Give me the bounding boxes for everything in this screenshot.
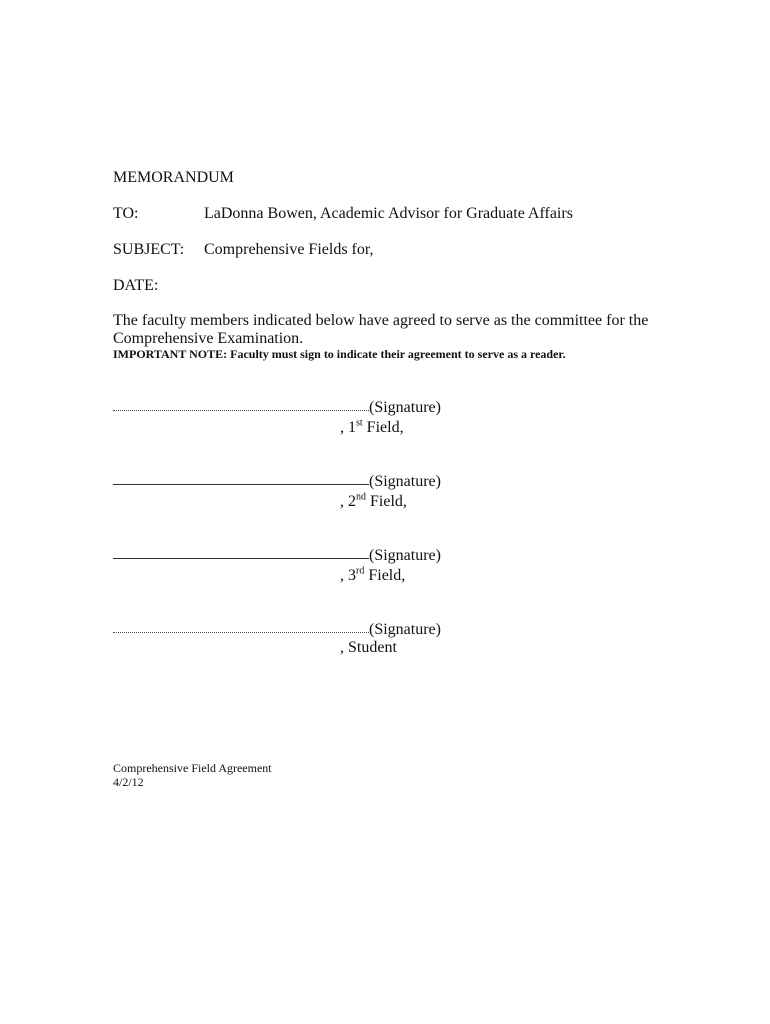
signature-label-4: (Signature) bbox=[369, 621, 441, 638]
role-1st-field bbox=[340, 418, 404, 437]
subject-value: Comprehensive Fields for, bbox=[204, 241, 374, 258]
subject-label: SUBJECT: bbox=[113, 241, 185, 258]
to-label: TO: bbox=[113, 205, 139, 222]
body-paragraph-line2: Comprehensive Examination. bbox=[113, 330, 304, 347]
role-prefix: , 2 bbox=[340, 493, 356, 510]
signature-line-student[interactable] bbox=[113, 632, 369, 633]
signature-line-1st-field[interactable] bbox=[113, 410, 369, 411]
role-2nd-field bbox=[340, 492, 407, 511]
footer-version-date: 4/2/12 bbox=[113, 775, 144, 789]
signature-line-3rd-field[interactable] bbox=[113, 558, 369, 559]
signature-label-2: (Signature) bbox=[369, 473, 441, 490]
role-student bbox=[340, 638, 397, 657]
role-ordinal-suffix: nd bbox=[356, 491, 366, 503]
role-ordinal-suffix: rd bbox=[356, 565, 365, 577]
role-prefix: , 1 bbox=[340, 419, 356, 436]
to-value: LaDonna Bowen, Academic Advisor for Graduate Affairs bbox=[204, 205, 573, 222]
footer-form-name: Comprehensive Field Agreement bbox=[113, 761, 272, 775]
body-paragraph-line1: The faculty members indicated below have agreed to serve as the committee for the bbox=[113, 312, 649, 329]
role-ordinal-suffix: st bbox=[356, 417, 363, 429]
memo-heading: MEMORANDUM bbox=[113, 169, 234, 186]
date-label: DATE: bbox=[113, 277, 159, 294]
signature-label-3: (Signature) bbox=[369, 547, 441, 564]
signature-line-2nd-field[interactable] bbox=[113, 484, 369, 485]
important-note: IMPORTANT NOTE: Faculty must sign to indicate their agreement to serve as a reader. bbox=[113, 347, 566, 361]
role-suffix: Field, bbox=[366, 493, 407, 510]
role-suffix: Field, bbox=[362, 419, 404, 436]
role-prefix: , Student bbox=[340, 639, 397, 656]
role-3rd-field bbox=[340, 566, 405, 585]
signature-label-1: (Signature) bbox=[369, 399, 441, 416]
role-suffix: Field, bbox=[364, 567, 406, 584]
role-prefix: , 3 bbox=[340, 567, 356, 584]
